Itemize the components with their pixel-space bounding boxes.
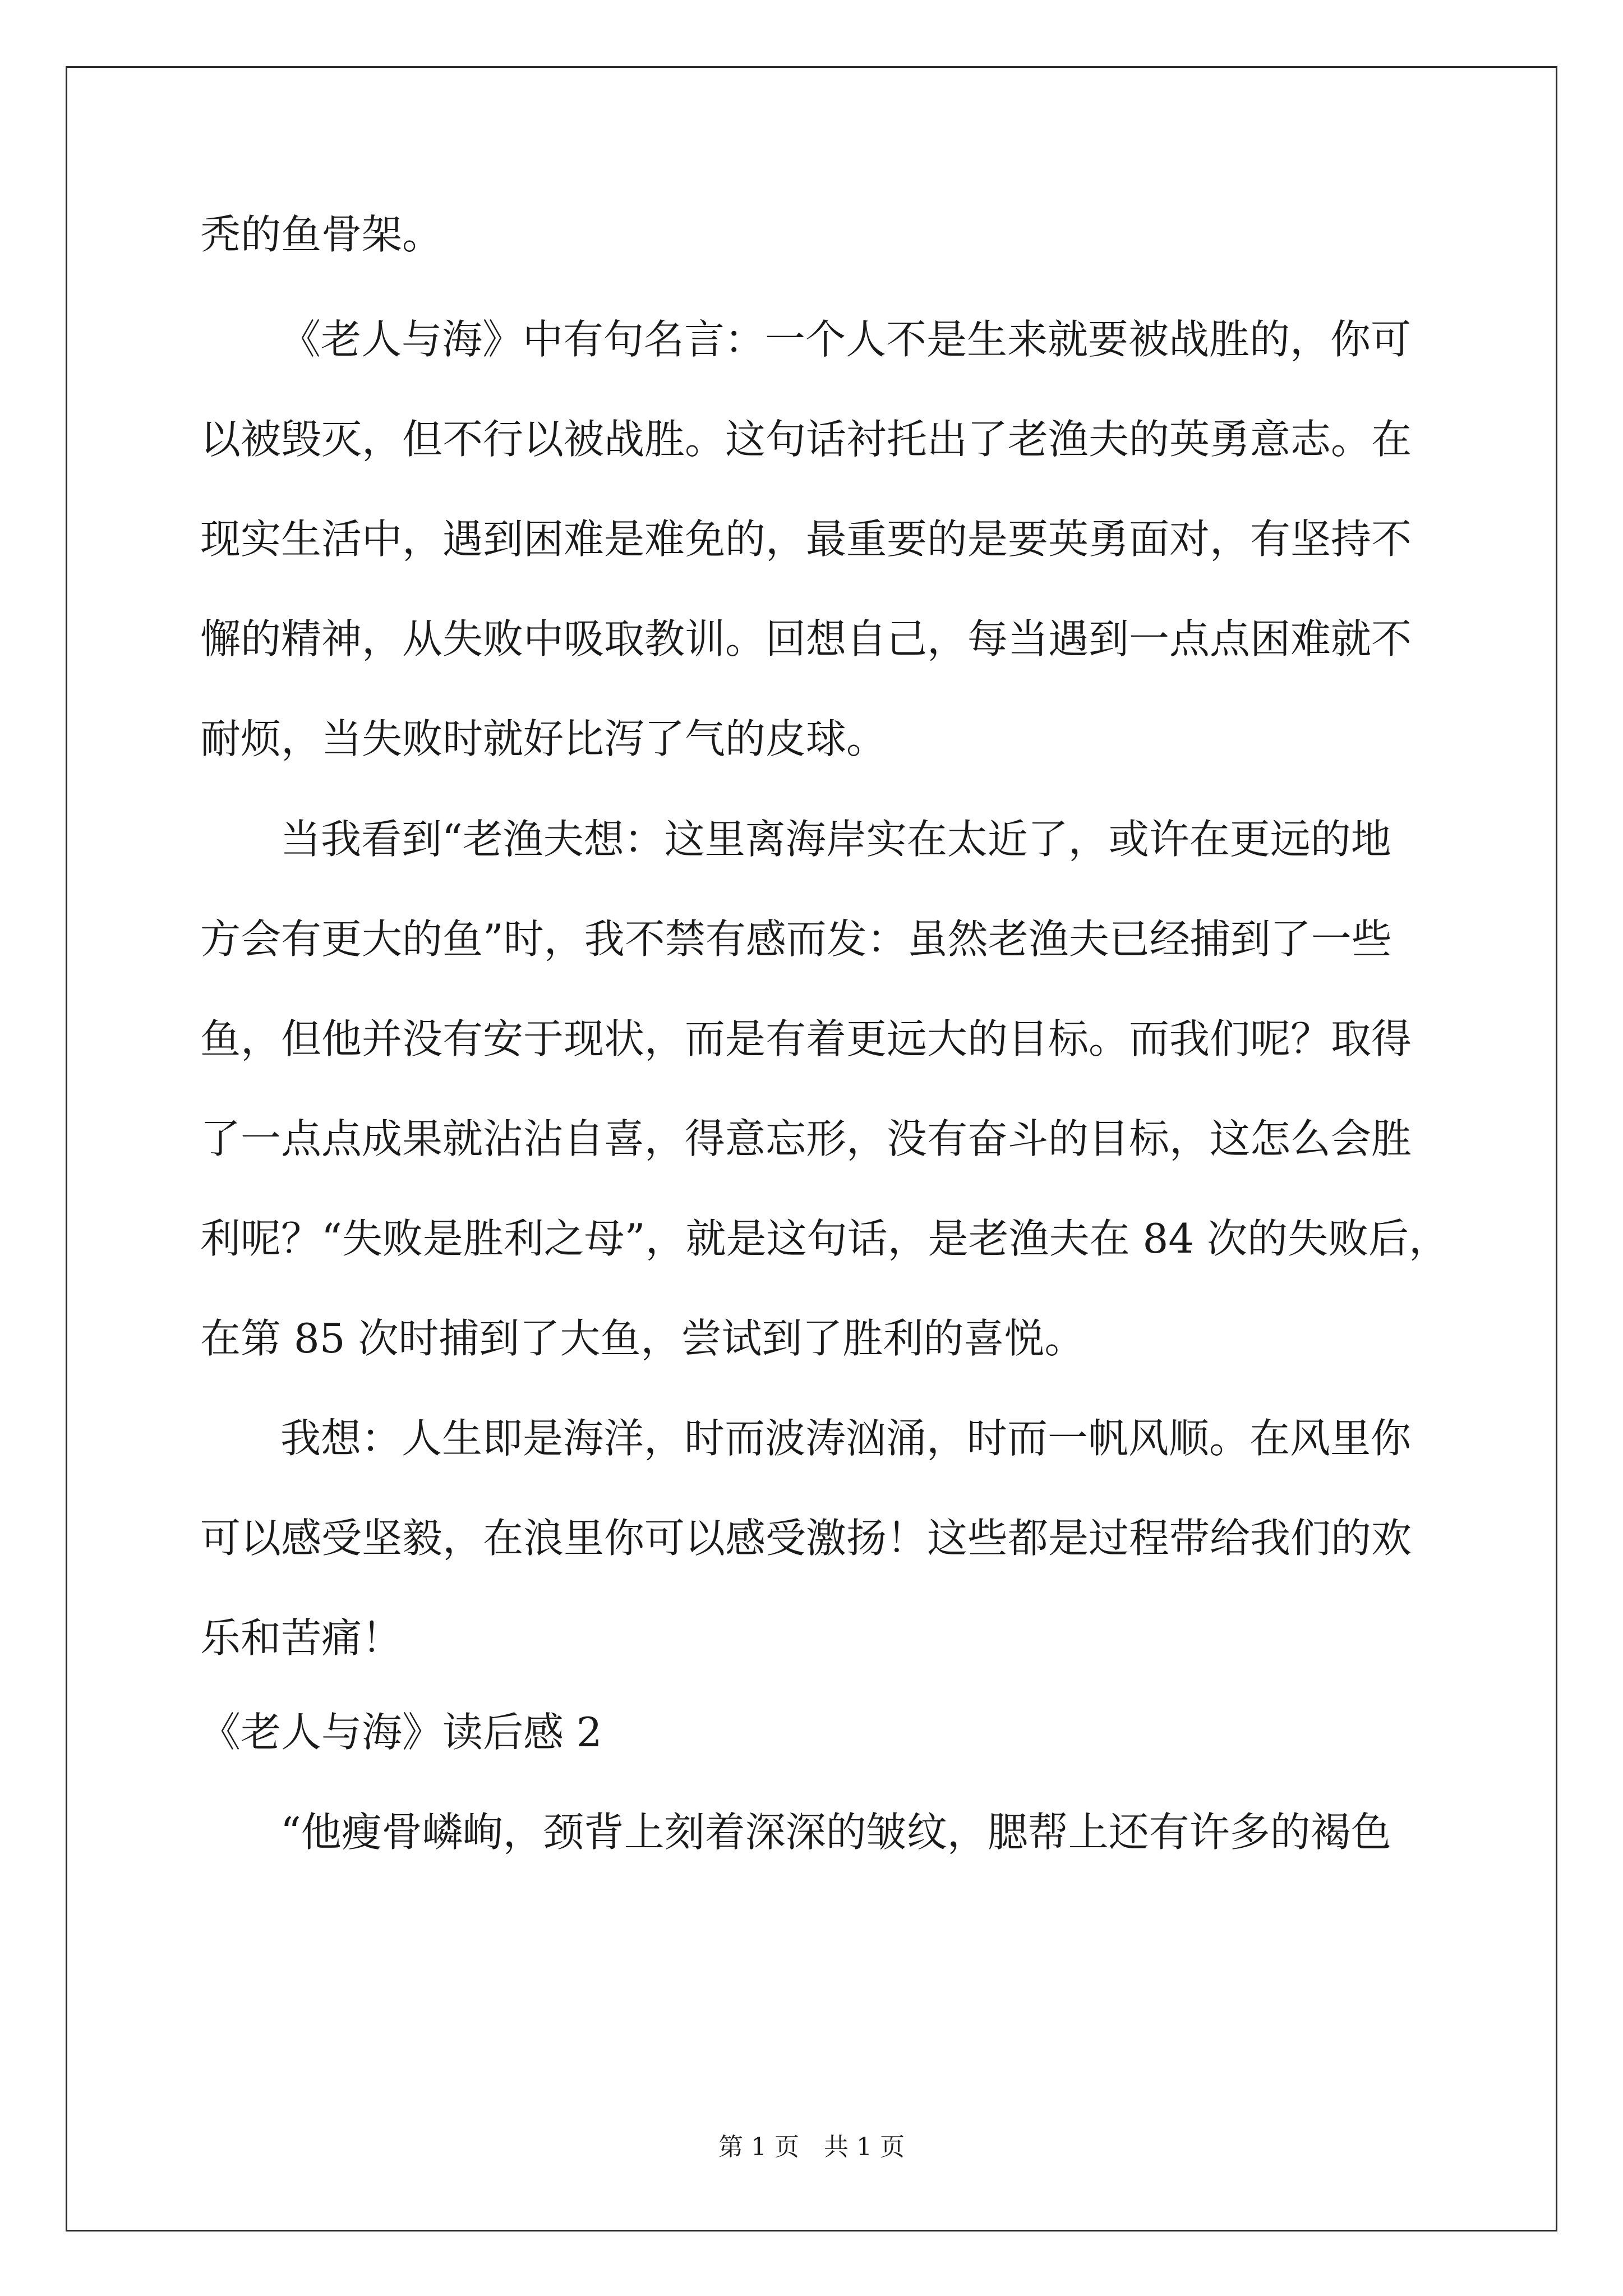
text-line: 懈的精神，从失败中吸取教训。回想自己，每当遇到一点点困难就不 xyxy=(200,615,1412,662)
text-line: 我想：人生即是海洋，时而波涛汹涌，时而一帆风顺。在风里你 xyxy=(280,1415,1412,1462)
text-line: 以被毁灭，但不行以被战胜。这句话衬托出了老渔夫的英勇意志。在 xyxy=(200,416,1412,463)
section-heading: 《老人与海》读后感 2 xyxy=(200,1709,602,1756)
text-line: 可以感受坚毅，在浪里你可以感受激扬！这些都是过程带给我们的欢 xyxy=(200,1515,1412,1562)
text-line: 《老人与海》中有句名言：一个人不是生来就要被战胜的，你可 xyxy=(280,316,1412,363)
text-line: “他瘦骨嶙峋，颈背上刻着深深的皱纹，腮帮上还有许多的褐色 xyxy=(280,1809,1391,1856)
page-footer: 第 1 页 共 1 页 xyxy=(718,2133,905,2161)
text-line: 秃的鱼骨架。 xyxy=(200,211,443,258)
text-line: 现实生活中，遇到困难是难免的，最重要的是要英勇面对，有坚持不 xyxy=(200,516,1412,563)
text-line: 耐烦，当失败时就好比泻了气的皮球。 xyxy=(200,715,887,762)
text-line: 在第 85 次时捕到了大鱼，尝试到了胜利的喜悦。 xyxy=(200,1315,1085,1362)
text-line: 方会有更大的鱼”时，我不禁有感而发：虽然老渔夫已经捕到了一些 xyxy=(200,915,1392,963)
text-line: 乐和苦痛！ xyxy=(200,1614,403,1662)
text-line: 利呢？“失败是胜利之母”，就是这句话，是老渔夫在 84 次的失败后， xyxy=(200,1215,1450,1262)
text-line: 鱼，但他并没有安于现状，而是有着更远大的目标。而我们呢？取得 xyxy=(200,1015,1412,1062)
text-line: 当我看到“老渔夫想：这里离海岸实在太近了，或许在更远的地 xyxy=(280,816,1391,863)
text-line: 了一点点成果就沾沾自喜，得意忘形，没有奋斗的目标，这怎么会胜 xyxy=(200,1115,1412,1162)
